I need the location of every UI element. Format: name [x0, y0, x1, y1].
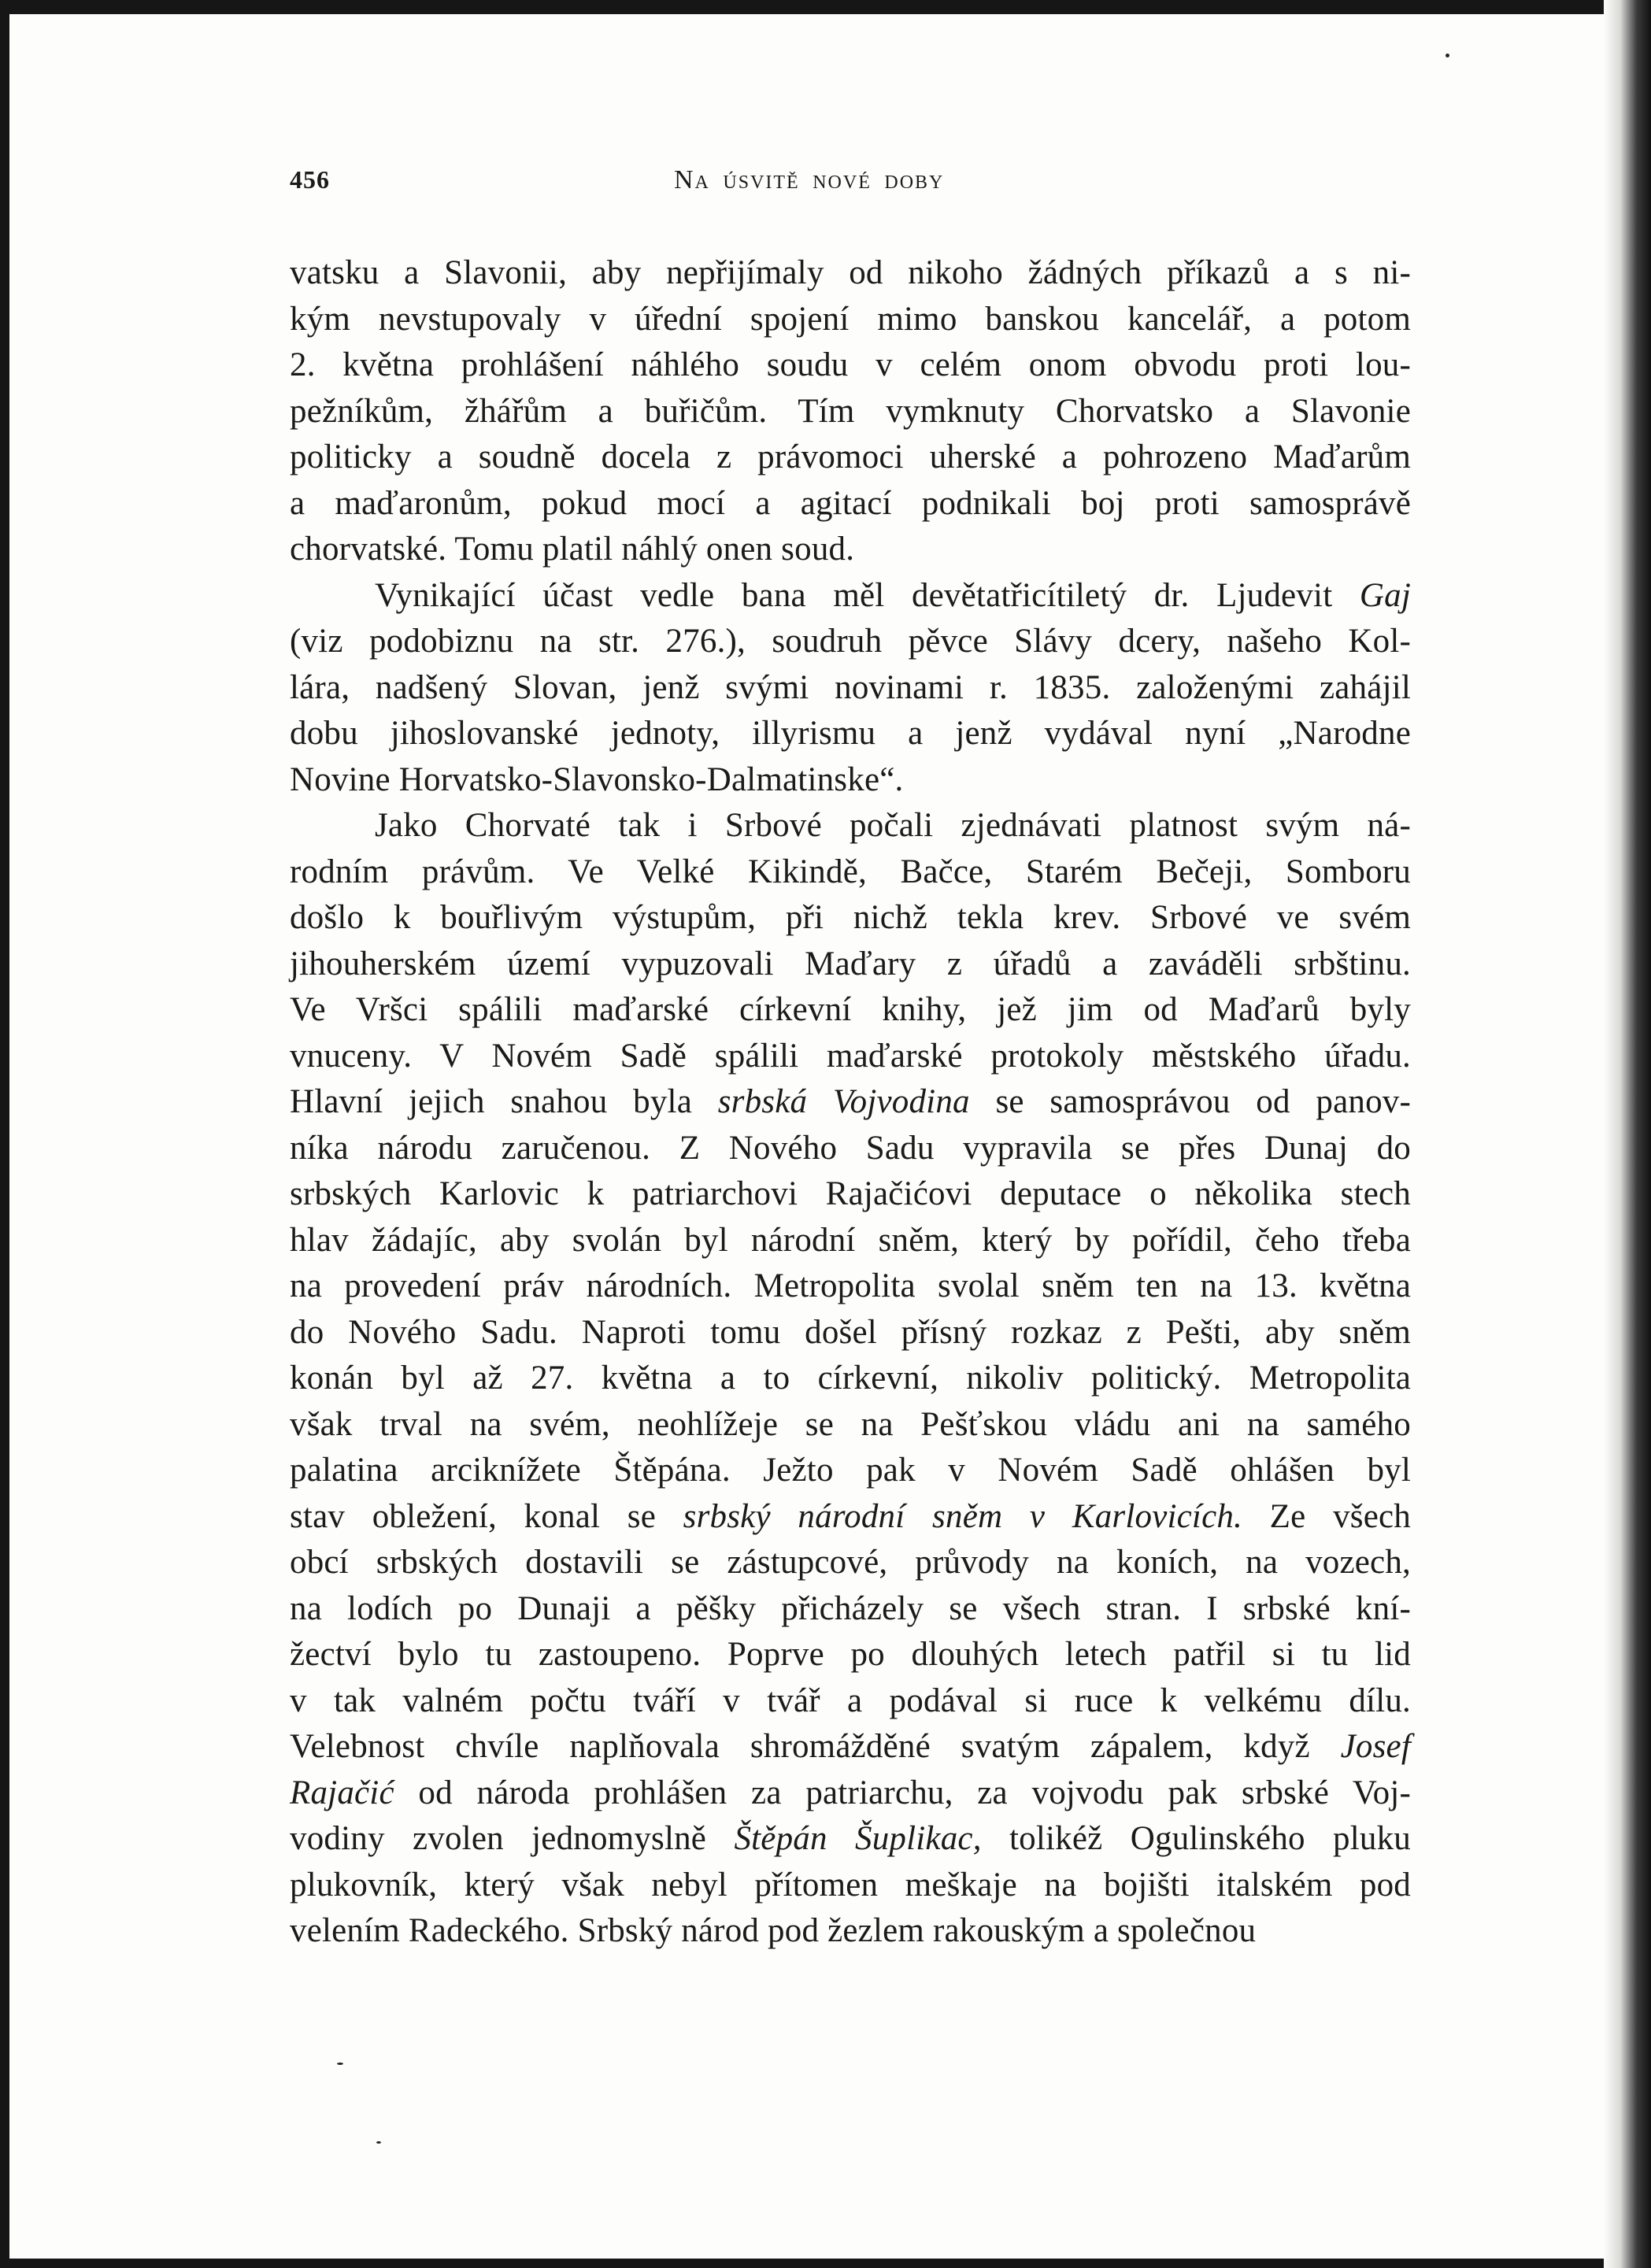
text-line: srbských Karlovic k patriarchovi Rajačićovi deputace o několika stech: [290, 1175, 1411, 1212]
text-line: obcí srbských dostavili se zástupcové, průvody na koních, na vozech,: [290, 1544, 1411, 1581]
text-line: Hlavní jejich snahou byla srbská Vojvodina se samosprávou od panov-: [290, 1083, 1411, 1120]
text-line: jihouherském území vypuzovali Maďary z úřadů a zaváděli srbštinu.: [290, 945, 1411, 982]
text-line: kým nevstupovaly v úřední spojení mimo banskou kancelář, a potom: [290, 300, 1411, 338]
italic-emphasis: Rajačić: [290, 1774, 394, 1811]
text-line: a maďaronům, pokud mocí a agitací podnikali boj proti samosprávě: [290, 484, 1411, 522]
text-line: konán byl až 27. května a to církevní, nikoliv politický. Metropolita: [290, 1360, 1411, 1397]
text-line: chorvatské. Tomu platil náhlý onen soud.: [290, 531, 855, 568]
text-line: vodiny zvolen jednomyslně Štěpán Šuplikac, tolikéž Ogulinského pluku: [290, 1820, 1412, 1857]
body-text: [290, 250, 1411, 1955]
binding-shadow: [1604, 0, 1651, 2268]
page-number: 456: [290, 165, 330, 194]
text-line: stav obležení, konal se srbský národní sněm v Karlovicích. Ze všech: [290, 1497, 1411, 1535]
text-line: (viz podobiznu na str. 276.), soudruh pěvce Slávy dcery, našeho Kol-: [290, 623, 1411, 660]
italic-emphasis: srbský národní sněm v Karlovicích.: [683, 1497, 1242, 1535]
text-line: došlo k bouřlivým výstupům, při nichž tekla krev. Srbové ve svém: [290, 899, 1411, 936]
text-line: palatina arciknížete Štěpána. Ježto pak v Novém Sadě ohlášen byl: [290, 1452, 1411, 1489]
text-line: Rajačić od národa prohlášen za patriarchu, za vojvodu pak srbské Voj-: [290, 1774, 1411, 1811]
text-line: vnuceny. V Novém Sadě spálili maďarské protokoly městského úřadu.: [290, 1037, 1411, 1075]
text-line: pežníkům, žhářům a buřičům. Tím vymknuty Chorvatsko a Slavonie: [290, 392, 1411, 430]
text-line: na lodích po Dunaji a pěšky přicházely se všech stran. I srbské kní-: [290, 1589, 1411, 1627]
page-header: [285, 162, 1411, 202]
text-line: velením Radeckého. Srbský národ pod žezlem rakouským a společnou: [290, 1912, 1257, 1949]
text-line: plukovník, který však nebyl přítomen meškaje na bojišti italském pod: [290, 1866, 1411, 1904]
running-title: Na úsvitě nové doby: [674, 165, 945, 194]
scan-speck: [376, 2141, 381, 2144]
text-line: Jako Chorvaté tak i Srbové počali zjednávati platnost svým ná-: [375, 807, 1411, 844]
italic-emphasis: Štěpán Šuplikac,: [734, 1820, 982, 1857]
text-line: rodním právům. Ve Velké Kikindě, Bačce, Starém Bečeji, Somboru: [290, 853, 1411, 890]
italic-emphasis: srbská Vojvodina: [717, 1083, 970, 1120]
text-line: vatsku a Slavonii, aby nepřijímaly od nikoho žádných příkazů a s ni-: [290, 254, 1411, 291]
text-line: lára, nadšený Slovan, jenž svými novinami r. 1835. založenými zahájil: [290, 668, 1411, 706]
scan-speck: [337, 2063, 343, 2065]
text-line: hlav žádajíc, aby svolán byl národní sněm, který by pořídil, čeho třeba: [290, 1221, 1411, 1259]
text-line: dobu jihoslovanské jednoty, illyrismu a jenž vydával nyní „Narodne: [290, 715, 1411, 752]
text-line: žectví bylo tu zastoupeno. Poprve po dlouhých letech patřil si tu lid: [290, 1636, 1411, 1673]
text-line: níka národu zaručenou. Z Nového Sadu vypravila se přes Dunaj do: [290, 1129, 1411, 1167]
text-line: na provedení práv národních. Metropolita svolal sněm ten na 13. května: [290, 1267, 1411, 1304]
text-line: Ve Vršci spálili maďarské církevní knihy, jež jim od Maďarů byly: [290, 991, 1411, 1028]
italic-emphasis: Josef: [1340, 1728, 1411, 1765]
text-line: však trval na svém, neohlížeje se na Pešťskou vládu ani na samého: [290, 1405, 1411, 1443]
text-line: do Nového Sadu. Naproti tomu došel přísný rozkaz z Pešti, aby sněm: [290, 1313, 1411, 1351]
italic-emphasis: Gaj: [1359, 576, 1411, 614]
text-line: 2. května prohlášení náhlého soudu v celém onom obvodu proti lou-: [290, 346, 1411, 383]
text-line: Novine Horvatsko-Slavonsko-Dalmatinske“.: [290, 760, 904, 798]
text-line: Velebnost chvíle naplňovala shromážděné svatým zápalem, když Josef: [290, 1728, 1411, 1765]
scan-speck: [1446, 54, 1449, 57]
text-line: politicky a soudně docela z právomoci uherské a pohrozeno Maďarům: [290, 438, 1411, 475]
text-line: Vynikající účast vedle bana měl devětatřicítiletý dr. Ljudevit Gaj: [375, 576, 1411, 614]
text-line: v tak valném počtu tváří v tvář a podával si ruce k velkému dílu.: [290, 1682, 1411, 1719]
